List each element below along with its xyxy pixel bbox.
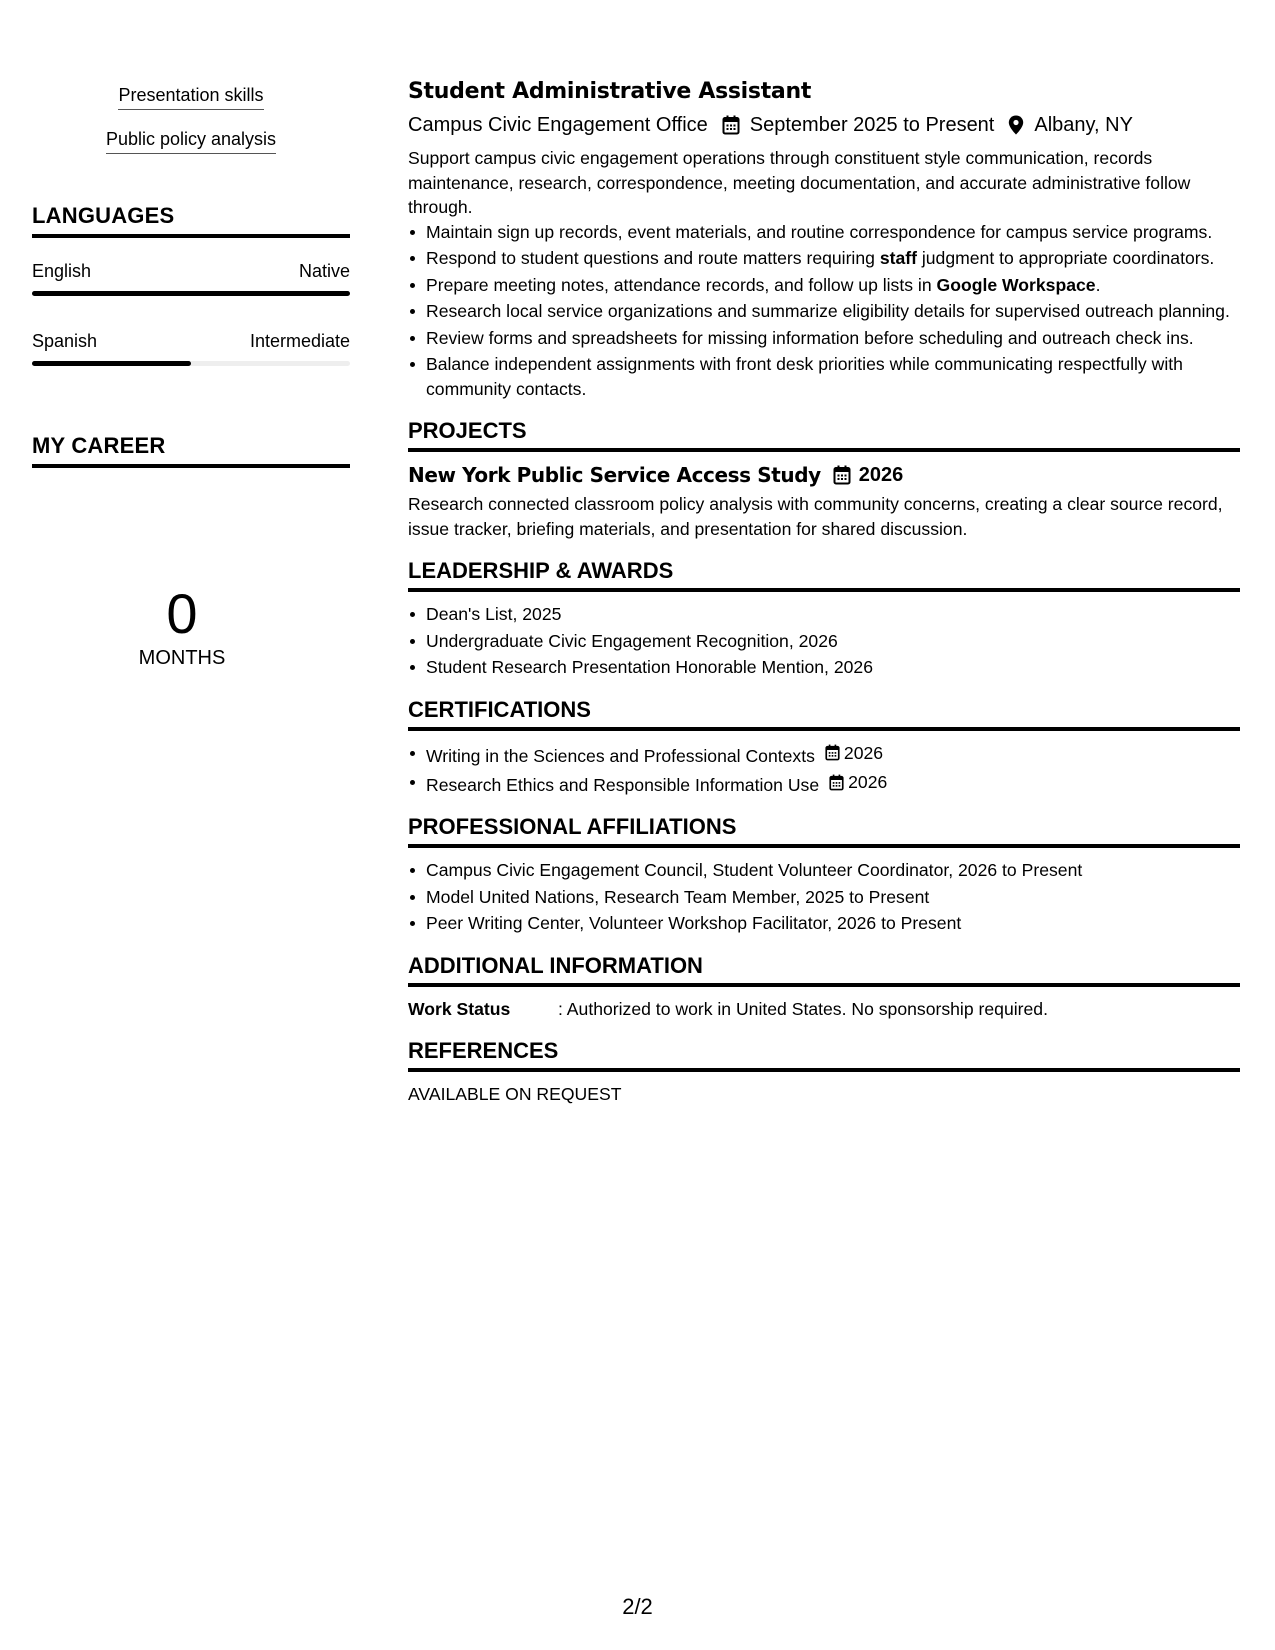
calendar-icon xyxy=(829,774,844,791)
languages-heading: LANGUAGES xyxy=(32,202,350,238)
page-number: 2/2 xyxy=(622,1594,653,1619)
list-item xyxy=(408,741,1240,768)
language-proficiency-fill xyxy=(32,291,350,296)
certifications-list xyxy=(408,741,1240,798)
project-year: 2026 xyxy=(858,464,904,486)
list-item: Dean's List, 2025 xyxy=(408,602,1240,627)
career-unit: MONTHS xyxy=(138,647,226,669)
leadership-heading: LEADERSHIP & AWARDS xyxy=(408,557,1240,592)
list-item: Campus Civic Engagement Council, Student Volunteer Coordinator, 2026 to Present xyxy=(408,858,1240,883)
list-item: Peer Writing Center, Volunteer Workshop Facilitator, 2026 to Present xyxy=(408,911,1240,936)
work-status-row xyxy=(408,997,1240,1021)
language-name: English xyxy=(32,261,92,281)
projects-heading: PROJECTS xyxy=(408,417,1240,452)
main-content xyxy=(408,78,1240,1106)
work-status-value: : Authorized to work in United States. No sponsorship required. xyxy=(558,998,1048,1019)
references-heading: REFERENCES xyxy=(408,1037,1240,1072)
certification-name: Writing in the Sciences and Professional Contexts xyxy=(426,745,815,766)
certification-name: Research Ethics and Responsible Information Use xyxy=(426,774,820,795)
experience-entry xyxy=(408,78,1240,401)
skill-tag: Presentation skills xyxy=(118,84,263,110)
leadership-list xyxy=(408,602,1240,680)
list-item: Research local service organizations and summarize eligibility details for supervised outreach planning. xyxy=(408,299,1240,324)
job-summary: Support campus civic engagement operations through constituent style communication, records maintenance, research, correspondence, meeting documentation, and accurate administrative follow through. xyxy=(408,148,1191,217)
certification-year: 2026 xyxy=(843,742,884,763)
language-proficiency-fill xyxy=(32,361,191,366)
language-proficiency-bar xyxy=(32,291,350,296)
list-item: Prepare meeting notes, attendance records, and follow up lists in Google Workspace. xyxy=(408,273,1240,298)
language-name: Spanish xyxy=(32,331,98,351)
certification-year: 2026 xyxy=(848,771,888,792)
list-item: Balance independent assignments with front desk priorities while communicating respectfully with community contacts. xyxy=(408,352,1240,401)
job-organization: Campus Civic Engagement Office xyxy=(408,114,708,136)
work-status-label: Work Status xyxy=(408,998,511,1019)
location-pin-icon xyxy=(1008,115,1024,135)
job-dates: September 2025 to Present xyxy=(749,114,995,136)
list-item: Model United Nations, Research Team Member, 2025 to Present xyxy=(408,885,1240,910)
career-value: 0 xyxy=(166,582,198,645)
additional-info-heading: ADDITIONAL INFORMATION xyxy=(408,952,1240,987)
job-meta xyxy=(408,112,1240,138)
language-level: Native xyxy=(298,261,350,281)
calendar-icon xyxy=(833,465,851,485)
language-level: Intermediate xyxy=(249,331,350,351)
list-item: Undergraduate Civic Engagement Recognition, 2026 xyxy=(408,629,1240,654)
list-item: Respond to student questions and route matters requiring staff judgment to appropriate coordinators. xyxy=(408,246,1240,271)
language-item xyxy=(32,330,350,366)
affiliations-list xyxy=(408,858,1240,936)
project-description: Research connected classroom policy analysis with community concerns, creating a clear source record, issue tracker, briefing materials, and presentation for shared discussion. xyxy=(408,494,1223,539)
project-name: New York Public Service Access Study xyxy=(408,463,821,487)
list-item: Review forms and spreadsheets for missing information before scheduling and outreach check ins. xyxy=(408,326,1240,351)
list-item: Student Research Presentation Honorable Mention, 2026 xyxy=(408,655,1240,680)
list-item xyxy=(408,770,1240,797)
skill-tag: Public policy analysis xyxy=(106,128,276,154)
sidebar xyxy=(32,84,350,670)
career-heading: MY CAREER xyxy=(32,432,350,468)
language-proficiency-bar xyxy=(32,361,350,366)
career-counter xyxy=(32,584,332,670)
affiliations-heading: PROFESSIONAL AFFILIATIONS xyxy=(408,813,1240,848)
list-item: Maintain sign up records, event materials, and routine correspondence for campus service programs. xyxy=(408,220,1240,245)
calendar-icon xyxy=(825,744,840,761)
job-title: Student Administrative Assistant xyxy=(408,79,812,104)
references-text: AVAILABLE ON REQUEST xyxy=(408,1083,622,1104)
project-title-line xyxy=(408,462,1240,488)
job-bullets xyxy=(408,220,1240,402)
language-item xyxy=(32,260,350,296)
job-location: Albany, NY xyxy=(1034,114,1133,136)
calendar-icon xyxy=(722,115,740,135)
certifications-heading: CERTIFICATIONS xyxy=(408,696,1240,731)
